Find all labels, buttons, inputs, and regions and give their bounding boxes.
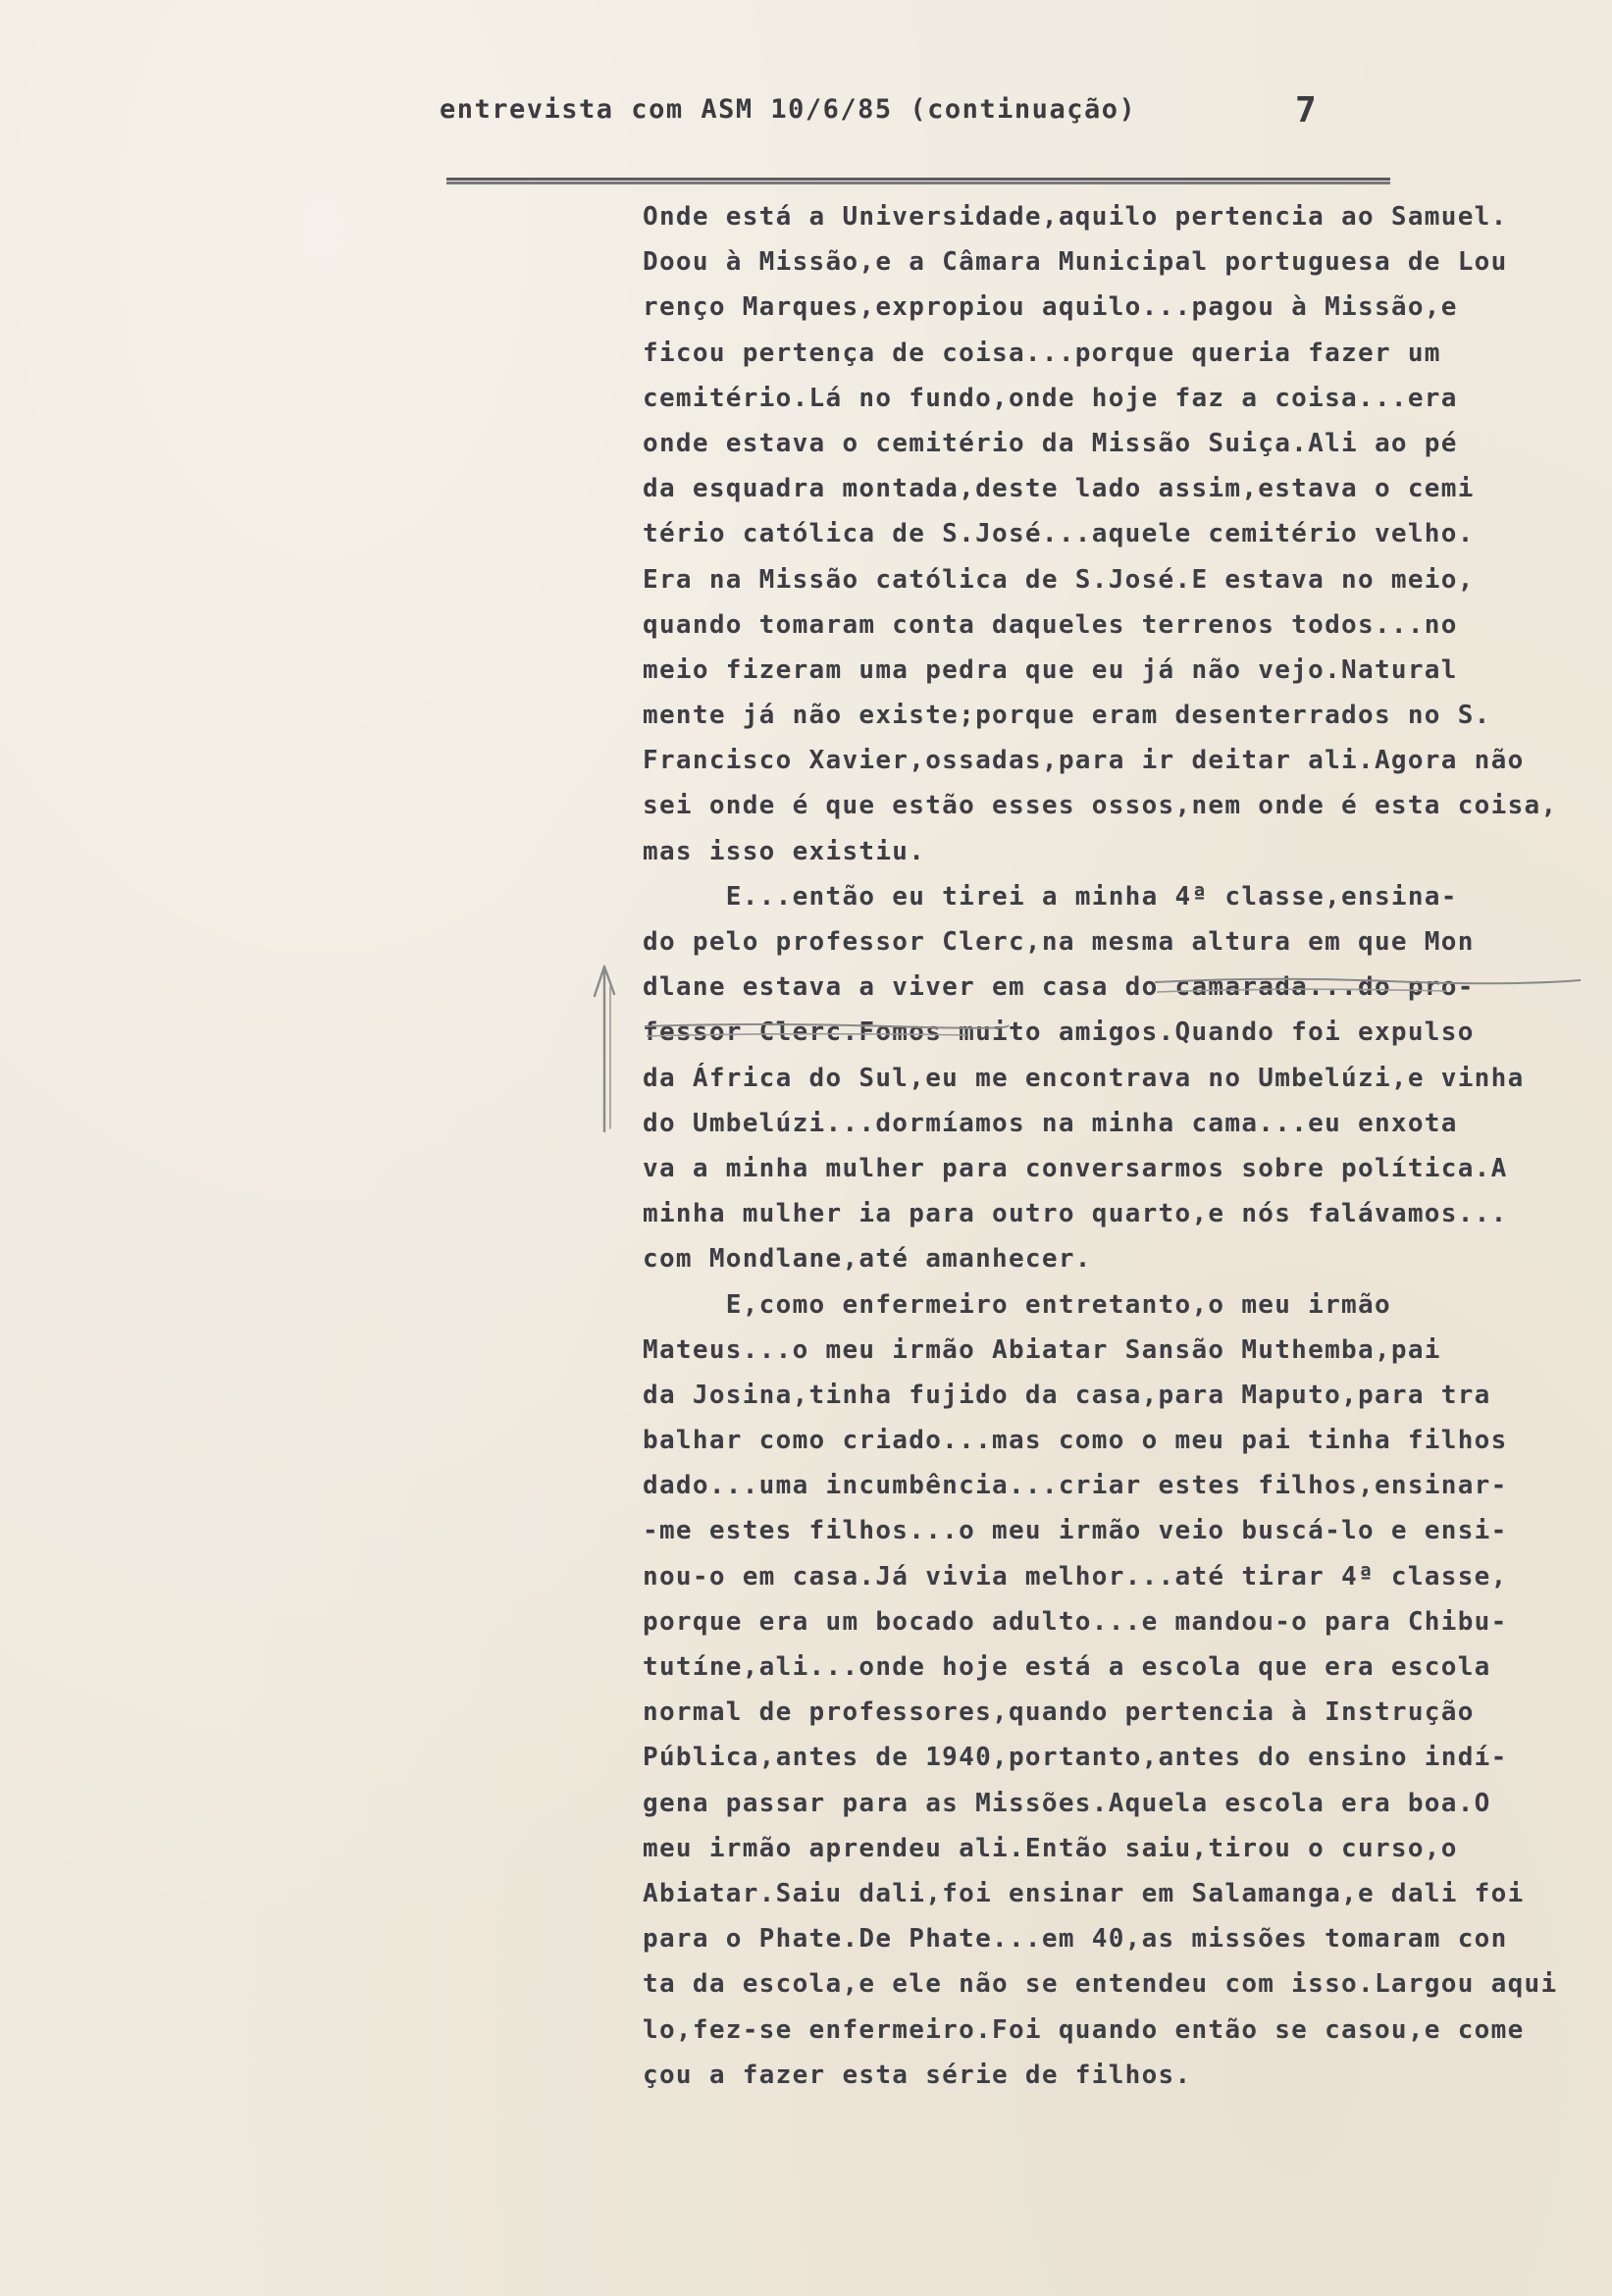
text-line: lo,fez-se enfermeiro.Foi quando então se casou,e come <box>643 2014 1525 2045</box>
text-line: do pelo professor Clerc,na mesma altura em que Mon <box>643 927 1475 957</box>
text-line: va a minha mulher para conversarmos sobre política.A <box>643 1153 1508 1183</box>
header-title: entrevista com ASM 10/6/85 (continuação) <box>440 94 1137 125</box>
text-line: sei onde é que estão esses ossos,nem onde é esta coisa, <box>643 791 1558 821</box>
text-line: do Umbelúzi...dormíamos na minha cama...eu enxota <box>643 1108 1458 1138</box>
text-line: dlane estava a viver em casa do camarada...do pro- <box>643 972 1475 1003</box>
text-line: ta da escola,e ele não se entendeu com isso.Largou aqui <box>643 1969 1558 2000</box>
text-line: com Mondlane,até amanhecer. <box>643 1244 1092 1275</box>
text-line: mente já não existe;porque eram desenterrados no S. <box>643 701 1491 731</box>
text-line: Doou à Missão,e a Câmara Municipal portuguesa de Lou <box>643 247 1508 278</box>
text-line: E,como enfermeiro entretanto,o meu irmão <box>643 1289 1391 1320</box>
text-line: normal de professores,quando pertencia à Instrução <box>643 1697 1475 1728</box>
text-line: onde estava o cemitério da Missão Suiça.Ali ao pé <box>643 428 1458 458</box>
typed-text-body <box>643 194 1585 2098</box>
text-line: minha mulher ia para outro quarto,e nós falávamos... <box>643 1199 1508 1229</box>
text-line: E...então eu tirei a minha 4ª classe,ensina- <box>643 881 1458 912</box>
text-line: çou a fazer esta série de filhos. <box>643 2060 1192 2090</box>
text-line: da esquadra montada,deste lado assim,estava o cemi <box>643 474 1475 504</box>
text-line: quando tomaram conta daqueles terrenos todos...no <box>643 609 1458 640</box>
text-line: fessor Clerc.Fomos muito amigos.Quando foi expulso <box>643 1018 1475 1048</box>
text-line: meio fizeram uma pedra que eu já não vejo.Natural <box>643 654 1458 685</box>
page-number: 7 <box>1295 90 1319 130</box>
text-line: -me estes filhos...o meu irmão veio buscá-lo e ensi- <box>643 1516 1508 1546</box>
text-line: gena passar para as Missões.Aquela escola era boa.O <box>643 1788 1491 1818</box>
pencil-arrow-icon <box>581 957 630 1133</box>
page-header <box>440 90 1323 133</box>
text-line: porque era um bocado adulto...e mandou-o para Chibu- <box>643 1606 1508 1637</box>
text-line: Pública,antes de 1940,portanto,antes do ensino indí- <box>643 1743 1508 1773</box>
text-line: meu irmão aprendeu ali.Então saiu,tirou o curso,o <box>643 1833 1458 1863</box>
text-line: Era na Missão católica de S.José.E estava no meio, <box>643 564 1475 595</box>
text-line: Mateus...o meu irmão Abiatar Sansão Muthemba,pai <box>643 1334 1441 1365</box>
text-line: para o Phate.De Phate...em 40,as missões tomaram con <box>643 1924 1508 1955</box>
text-line: ficou pertença de coisa...porque queria fazer um <box>643 338 1441 368</box>
text-line: nou-o em casa.Já vivia melhor...até tirar 4ª classe, <box>643 1561 1508 1592</box>
text-line: cemitério.Lá no fundo,onde hoje faz a coisa...era <box>643 383 1458 413</box>
text-line: da Josina,tinha fujido da casa,para Maputo,para tra <box>643 1380 1491 1410</box>
text-line: tério católica de S.José...aquele cemitério velho. <box>643 519 1475 549</box>
header-rule <box>446 178 1390 184</box>
text-line: tutíne,ali...onde hoje está a escola que era escola <box>643 1652 1491 1682</box>
text-line: Onde está a Universidade,aquilo pertencia ao Samuel. <box>643 202 1508 232</box>
pencil-underline-icon <box>643 1020 1011 1044</box>
text-line: Abiatar.Saiu dali,foi ensinar em Salamanga,e dali foi <box>643 1878 1525 1908</box>
text-line: Francisco Xavier,ossadas,para ir deitar ali.Agora não <box>643 746 1525 776</box>
pencil-underline-icon <box>1153 974 1585 998</box>
text-line: mas isso existiu. <box>643 836 926 866</box>
text-line: dado...uma incumbência...criar estes filhos,ensinar- <box>643 1471 1508 1501</box>
text-line: balhar como criado...mas como o meu pai tinha filhos <box>643 1426 1508 1456</box>
text-line: renço Marques,expropiou aquilo...pagou à Missão,e <box>643 292 1458 323</box>
text-line: da África do Sul,eu me encontrava no Umbelúzi,e vinha <box>643 1063 1525 1093</box>
